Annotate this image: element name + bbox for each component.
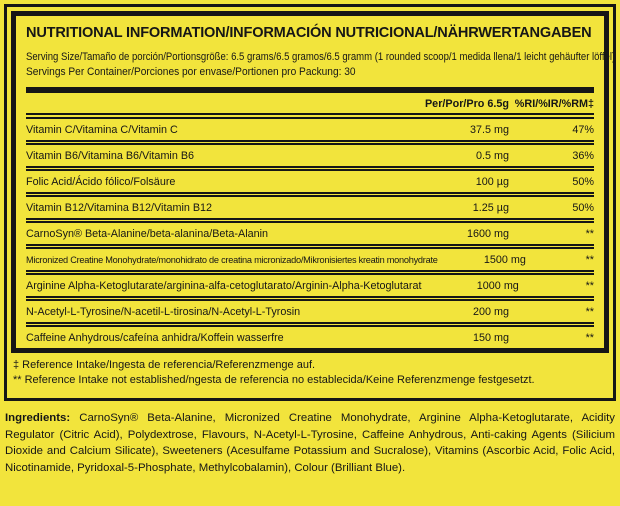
nutrient-percent: 50% bbox=[572, 176, 594, 188]
nutrient-name: Vitamin B12/Vitamina B12/Vitamin B12 bbox=[26, 202, 213, 214]
serving-size-line: Serving Size/Tamaño de porción/Portionsgröße: 6.5 grams/6.5 gramos/6.5 gramm (1 rounded scoop/1 medida llena/1 leicht gehäufter löffel) bbox=[26, 51, 616, 63]
table-row bbox=[26, 166, 594, 192]
ingredients-text: CarnoSyn® Beta-Alanine, Micronized Creatine Monohydrate, Arginine Alpha-Ketoglutarate, Acidity Regulator (Citric Acid), Polydextrose, Flavours, N-Acetyl-L-Tyrosine, Caffeine Anhydrous, Anti-caking Agents (Silicium Dioxide and Calcium Silicate), Sweeteners (Acesulfame Potassium and Sucralose), Vitamins (Ascorbic Acid, Folic Acid, Nicotinamide, Pyridoxal-5-Phosphate, Methylcobalamin), Colour (Brilliant Blue). bbox=[5, 412, 615, 474]
nutrient-amount: 100 µg bbox=[475, 176, 509, 188]
footnote-reference-intake: ‡ Reference Intake/Ingesta de referencia/Referenzmenge auf. bbox=[13, 359, 316, 371]
serving-info bbox=[26, 50, 616, 80]
nutrient-amount: 150 mg bbox=[472, 332, 509, 344]
servings-per-container-line: Servings Per Container/Porciones por envase/Portionen pro Packung: 30 bbox=[26, 66, 356, 78]
nutrient-name: N-Acetyl-L-Tyrosine/N-acetil-L-tirosina/N-Acetyl-L-Tyrosin bbox=[26, 306, 301, 318]
nutrient-percent: ** bbox=[585, 254, 594, 266]
label-inner-frame bbox=[11, 11, 616, 353]
nutrient-percent: 50% bbox=[572, 202, 594, 214]
nutrient-percent: 36% bbox=[572, 150, 594, 162]
nutrient-amount: 0.5 mg bbox=[475, 150, 509, 162]
panel-title bbox=[26, 24, 594, 41]
table-row bbox=[26, 270, 594, 296]
table-column-headers bbox=[26, 93, 594, 119]
nutrient-amount: 200 mg bbox=[472, 306, 509, 318]
nutrient-percent: ** bbox=[585, 280, 594, 292]
nutrient-name: Vitamin B6/Vitamina B6/Vitamin B6 bbox=[26, 150, 195, 162]
nutrient-percent: 47% bbox=[572, 124, 594, 136]
footnote-not-established: ** Reference Intake not established/ngesta de referencia no establecida/Keine Referenzmenge festgesetzt. bbox=[13, 374, 535, 386]
nutrition-label bbox=[0, 4, 620, 506]
nutrient-amount: 1.25 µg bbox=[472, 202, 509, 214]
table-row bbox=[26, 296, 594, 322]
nutrition-rows bbox=[26, 119, 594, 348]
footnotes bbox=[11, 353, 609, 394]
nutrient-percent: ** bbox=[585, 306, 594, 318]
nutrient-name: Vitamin C/Vitamina C/Vitamin C bbox=[26, 124, 178, 136]
nutrient-name: Arginine Alpha-Ketoglutarate/arginina-alfa-cetoglutarato/Arginin-Alpha-Ketoglutarat bbox=[26, 280, 422, 292]
table-row bbox=[26, 119, 594, 140]
nutrient-percent: ** bbox=[585, 228, 594, 240]
nutrient-name: Folic Acid/Ácido fólico/Folsäure bbox=[26, 176, 176, 188]
nutrient-name: Micronized Creatine Monohydrate/monohidrato de creatina micronizado/Mikronisiertes kreatin monohydrate bbox=[26, 255, 438, 265]
table-row bbox=[26, 140, 594, 166]
nutrient-name: CarnoSyn® Beta-Alanine/beta-alanina/Beta-Alanin bbox=[26, 228, 269, 240]
ingredients-paragraph bbox=[5, 410, 615, 476]
nutrient-amount: 1500 mg bbox=[483, 254, 526, 266]
label-outer-frame bbox=[4, 4, 616, 401]
nutrient-name: Caffeine Anhydrous/cafeína anhidra/Koffein wasserfre bbox=[26, 332, 284, 344]
table-row bbox=[26, 218, 594, 244]
nutrient-amount: 37.5 mg bbox=[469, 124, 509, 136]
nutrient-amount: 1000 mg bbox=[476, 280, 519, 292]
nutrient-amount: 1600 mg bbox=[466, 228, 509, 240]
table-row bbox=[26, 244, 594, 270]
column-header-percent: %RI/%IR/%RM‡ bbox=[514, 98, 594, 110]
ingredients-label: Ingredients: bbox=[5, 412, 71, 424]
nutrient-percent: ** bbox=[585, 332, 594, 344]
table-row bbox=[26, 192, 594, 218]
table-row bbox=[26, 322, 594, 348]
column-header-amount: Per/Por/Pro 6.5g bbox=[424, 98, 509, 110]
panel-title-text: NUTRITIONAL INFORMATION/INFORMACIÓN NUTRICIONAL/NÄHRWERTANGABEN bbox=[26, 24, 592, 41]
